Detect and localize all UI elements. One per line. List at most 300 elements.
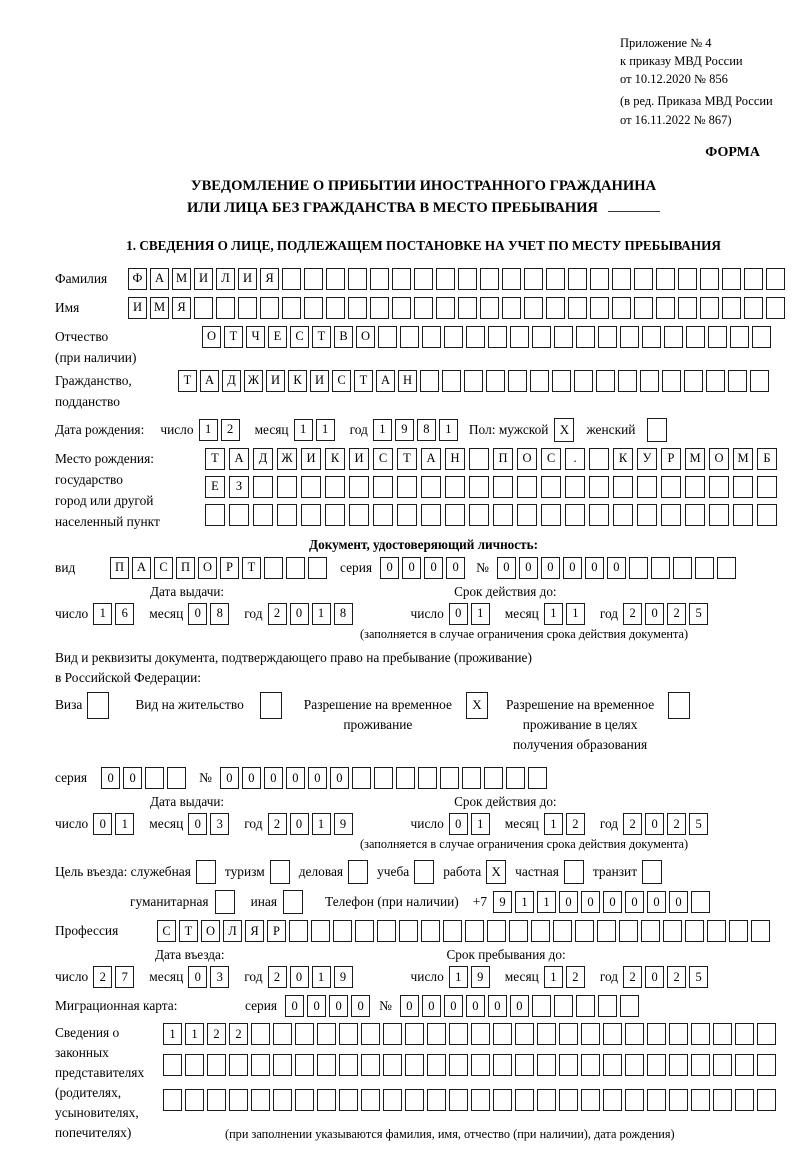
char-box[interactable]: О [709,448,729,470]
char-box[interactable] [515,1089,534,1111]
char-box[interactable]: С [373,448,393,470]
char-box[interactable] [581,1023,600,1045]
month-digit-box[interactable]: 0 [188,603,207,625]
char-box[interactable] [469,448,489,470]
char-box[interactable]: Т [312,326,331,348]
char-box[interactable]: А [229,448,249,470]
char-box[interactable] [728,370,747,392]
char-box[interactable] [487,920,506,942]
year-digit-box[interactable]: 8 [417,419,436,441]
char-box[interactable]: П [493,448,513,470]
char-box[interactable] [537,1054,556,1076]
year-digit-box[interactable]: 1 [439,419,458,441]
char-box[interactable] [301,476,321,498]
char-box[interactable] [574,370,593,392]
day-digit-box[interactable]: 1 [471,603,490,625]
char-box[interactable] [264,557,283,579]
char-box[interactable]: А [376,370,395,392]
char-box[interactable] [733,504,753,526]
char-box[interactable]: 0 [519,557,538,579]
char-box[interactable] [546,297,565,319]
char-box[interactable]: 0 [380,557,399,579]
char-box[interactable]: 0 [402,557,421,579]
char-box[interactable]: М [685,448,705,470]
char-box[interactable]: 0 [308,767,327,789]
char-box[interactable] [700,268,719,290]
char-box[interactable] [685,504,705,526]
char-box[interactable] [637,504,657,526]
temp-residence-checkbox[interactable]: X [466,692,488,719]
day-digit-box[interactable]: 7 [115,966,134,988]
year-digit-box[interactable]: 0 [645,813,664,835]
char-box[interactable] [750,370,769,392]
char-box[interactable] [163,1054,182,1076]
char-box[interactable] [691,1054,710,1076]
month-digit-box[interactable]: 0 [188,813,207,835]
day-digit-box[interactable]: 1 [449,966,468,988]
tourism-checkbox[interactable] [270,860,290,884]
char-box[interactable] [374,767,393,789]
day-digit-box[interactable]: 1 [93,603,112,625]
char-box[interactable] [568,268,587,290]
char-box[interactable]: 0 [559,891,578,913]
other-checkbox[interactable] [283,890,303,914]
char-box[interactable] [597,920,616,942]
char-box[interactable]: 0 [669,891,688,913]
char-box[interactable]: А [421,448,441,470]
month-digit-box[interactable]: 8 [210,603,229,625]
year-digit-box[interactable]: 5 [689,813,708,835]
char-box[interactable] [326,297,345,319]
char-box[interactable] [469,476,489,498]
char-box[interactable] [383,1054,402,1076]
char-box[interactable] [528,767,547,789]
char-box[interactable]: 0 [400,995,419,1017]
char-box[interactable] [708,326,727,348]
char-box[interactable] [480,268,499,290]
char-box[interactable]: Я [260,268,279,290]
char-box[interactable] [493,1089,512,1111]
char-box[interactable] [531,920,550,942]
day-digit-box[interactable]: 0 [449,603,468,625]
char-box[interactable] [229,1089,248,1111]
char-box[interactable] [348,297,367,319]
char-box[interactable]: 2 [207,1023,226,1045]
char-box[interactable] [678,268,697,290]
char-box[interactable] [396,767,415,789]
char-box[interactable]: 0 [123,767,142,789]
char-box[interactable] [700,297,719,319]
char-box[interactable] [707,920,726,942]
char-box[interactable]: Т [224,326,243,348]
char-box[interactable]: П [110,557,129,579]
sex-male-checkbox[interactable]: X [554,418,574,442]
month-digit-box[interactable]: 1 [294,419,313,441]
char-box[interactable] [590,268,609,290]
char-box[interactable] [618,370,637,392]
char-box[interactable] [706,370,725,392]
study-checkbox[interactable] [414,860,434,884]
year-digit-box[interactable]: 0 [290,813,309,835]
char-box[interactable]: 0 [286,767,305,789]
char-box[interactable] [301,504,321,526]
char-box[interactable]: Л [223,920,242,942]
char-box[interactable] [620,326,639,348]
char-box[interactable]: Т [354,370,373,392]
char-box[interactable] [722,268,741,290]
char-box[interactable] [766,268,785,290]
char-box[interactable]: С [154,557,173,579]
char-box[interactable] [458,297,477,319]
char-box[interactable] [464,370,483,392]
char-box[interactable] [325,504,345,526]
char-box[interactable] [317,1054,336,1076]
char-box[interactable] [709,476,729,498]
char-box[interactable] [348,268,367,290]
char-box[interactable] [640,370,659,392]
char-box[interactable] [625,1023,644,1045]
char-box[interactable] [421,920,440,942]
char-box[interactable] [484,767,503,789]
year-digit-box[interactable]: 2 [268,603,287,625]
char-box[interactable]: А [200,370,219,392]
char-box[interactable] [277,476,297,498]
char-box[interactable] [469,504,489,526]
char-box[interactable] [405,1089,424,1111]
char-box[interactable] [422,326,441,348]
char-box[interactable]: Ж [277,448,297,470]
char-box[interactable]: Т [242,557,261,579]
char-box[interactable] [339,1023,358,1045]
char-box[interactable] [691,1089,710,1111]
char-box[interactable]: М [733,448,753,470]
char-box[interactable]: Р [220,557,239,579]
year-digit-box[interactable]: 2 [623,813,642,835]
char-box[interactable]: О [201,920,220,942]
char-box[interactable]: И [266,370,285,392]
char-box[interactable] [361,1023,380,1045]
char-box[interactable] [517,476,537,498]
char-box[interactable] [730,326,749,348]
char-box[interactable] [471,1023,490,1045]
year-digit-box[interactable]: 1 [312,966,331,988]
char-box[interactable] [251,1089,270,1111]
char-box[interactable] [273,1023,292,1045]
char-box[interactable] [722,297,741,319]
char-box[interactable]: Я [245,920,264,942]
month-digit-box[interactable]: 2 [566,813,585,835]
char-box[interactable]: И [238,268,257,290]
char-box[interactable] [554,995,573,1017]
char-box[interactable]: Д [253,448,273,470]
char-box[interactable] [361,1089,380,1111]
char-box[interactable]: О [517,448,537,470]
char-box[interactable] [486,370,505,392]
char-box[interactable] [471,1054,490,1076]
char-box[interactable]: Т [205,448,225,470]
char-box[interactable]: 0 [563,557,582,579]
char-box[interactable] [295,1089,314,1111]
char-box[interactable] [552,370,571,392]
char-box[interactable] [691,1023,710,1045]
char-box[interactable] [669,1023,688,1045]
char-box[interactable] [546,268,565,290]
char-box[interactable]: И [301,448,321,470]
char-box[interactable]: И [349,448,369,470]
char-box[interactable] [207,1089,226,1111]
char-box[interactable]: 0 [351,995,370,1017]
residence-permit-checkbox[interactable] [260,692,282,719]
char-box[interactable]: Ф [128,268,147,290]
char-box[interactable]: П [176,557,195,579]
year-digit-box[interactable]: 2 [623,966,642,988]
char-box[interactable]: Н [398,370,417,392]
month-digit-box[interactable]: 0 [188,966,207,988]
char-box[interactable] [216,297,235,319]
year-digit-box[interactable]: 9 [334,813,353,835]
char-box[interactable] [194,297,213,319]
char-box[interactable] [613,504,633,526]
char-box[interactable] [352,767,371,789]
char-box[interactable] [185,1089,204,1111]
char-box[interactable] [589,476,609,498]
char-box[interactable] [559,1023,578,1045]
char-box[interactable] [308,557,327,579]
char-box[interactable] [185,1054,204,1076]
char-box[interactable] [440,767,459,789]
char-box[interactable] [282,297,301,319]
char-box[interactable]: И [310,370,329,392]
char-box[interactable] [752,326,771,348]
char-box[interactable] [317,1023,336,1045]
char-box[interactable] [685,920,704,942]
char-box[interactable] [510,326,529,348]
char-box[interactable] [317,1089,336,1111]
year-digit-box[interactable]: 2 [268,813,287,835]
char-box[interactable] [709,504,729,526]
purpose-official-checkbox[interactable] [196,860,216,884]
char-box[interactable]: С [157,920,176,942]
char-box[interactable] [436,297,455,319]
char-box[interactable] [349,476,369,498]
char-box[interactable] [735,1054,754,1076]
char-box[interactable] [647,1054,666,1076]
char-box[interactable]: 0 [422,995,441,1017]
char-box[interactable] [488,326,507,348]
char-box[interactable]: 1 [537,891,556,913]
char-box[interactable] [449,1054,468,1076]
char-box[interactable]: К [288,370,307,392]
char-box[interactable]: 1 [163,1023,182,1045]
sex-female-checkbox[interactable] [647,418,667,442]
char-box[interactable] [289,920,308,942]
char-box[interactable]: . [565,448,585,470]
char-box[interactable]: М [172,268,191,290]
char-box[interactable] [757,476,777,498]
char-box[interactable]: И [128,297,147,319]
char-box[interactable] [733,476,753,498]
char-box[interactable] [295,1023,314,1045]
char-box[interactable] [502,297,521,319]
char-box[interactable] [399,920,418,942]
char-box[interactable]: 0 [607,557,626,579]
year-digit-box[interactable]: 2 [667,966,686,988]
char-box[interactable] [260,297,279,319]
char-box[interactable] [664,326,683,348]
char-box[interactable] [462,767,481,789]
day-digit-box[interactable]: 1 [115,813,134,835]
char-box[interactable] [596,370,615,392]
year-digit-box[interactable]: 0 [645,966,664,988]
char-box[interactable] [576,326,595,348]
char-box[interactable] [757,1089,776,1111]
char-box[interactable] [656,268,675,290]
day-digit-box[interactable]: 6 [115,603,134,625]
char-box[interactable] [167,767,186,789]
char-box[interactable]: Л [216,268,235,290]
char-box[interactable] [673,557,692,579]
char-box[interactable] [589,448,609,470]
year-digit-box[interactable]: 5 [689,966,708,988]
char-box[interactable]: Ж [244,370,263,392]
day-digit-box[interactable]: 0 [449,813,468,835]
char-box[interactable]: 0 [444,995,463,1017]
char-box[interactable] [229,1054,248,1076]
char-box[interactable]: А [150,268,169,290]
char-box[interactable]: 1 [185,1023,204,1045]
char-box[interactable] [530,370,549,392]
char-box[interactable] [339,1054,358,1076]
transit-checkbox[interactable] [642,860,662,884]
business-checkbox[interactable] [348,860,368,884]
char-box[interactable] [445,476,465,498]
char-box[interactable] [277,504,297,526]
char-box[interactable]: М [150,297,169,319]
char-box[interactable] [251,1023,270,1045]
char-box[interactable]: 2 [229,1023,248,1045]
char-box[interactable] [735,1089,754,1111]
char-box[interactable] [757,504,777,526]
char-box[interactable] [590,297,609,319]
day-digit-box[interactable]: 1 [471,813,490,835]
year-digit-box[interactable]: 1 [312,603,331,625]
char-box[interactable] [392,268,411,290]
char-box[interactable] [612,268,631,290]
char-box[interactable]: С [541,448,561,470]
char-box[interactable] [515,1054,534,1076]
char-box[interactable] [766,297,785,319]
char-box[interactable] [565,504,585,526]
char-box[interactable]: А [132,557,151,579]
char-box[interactable]: Я [172,297,191,319]
char-box[interactable] [508,370,527,392]
char-box[interactable] [207,1054,226,1076]
year-digit-box[interactable]: 2 [268,966,287,988]
char-box[interactable] [273,1089,292,1111]
char-box[interactable] [684,370,703,392]
char-box[interactable] [532,995,551,1017]
char-box[interactable] [589,504,609,526]
char-box[interactable] [598,995,617,1017]
char-box[interactable]: С [332,370,351,392]
char-box[interactable] [634,268,653,290]
char-box[interactable] [295,1054,314,1076]
char-box[interactable] [392,297,411,319]
char-box[interactable] [443,920,462,942]
char-box[interactable] [641,920,660,942]
char-box[interactable]: С [290,326,309,348]
char-box[interactable] [620,995,639,1017]
char-box[interactable] [642,326,661,348]
char-box[interactable] [603,1054,622,1076]
char-box[interactable] [613,476,633,498]
char-box[interactable]: 0 [488,995,507,1017]
char-box[interactable] [559,1089,578,1111]
day-digit-box[interactable]: 0 [93,813,112,835]
char-box[interactable] [355,920,374,942]
year-digit-box[interactable]: 0 [290,603,309,625]
char-box[interactable] [509,920,528,942]
char-box[interactable] [661,476,681,498]
char-box[interactable] [373,504,393,526]
char-box[interactable] [576,995,595,1017]
month-digit-box[interactable]: 1 [544,603,563,625]
char-box[interactable] [420,370,439,392]
char-box[interactable] [339,1089,358,1111]
char-box[interactable] [713,1023,732,1045]
year-digit-box[interactable]: 2 [667,603,686,625]
char-box[interactable] [651,557,670,579]
char-box[interactable]: З [229,476,249,498]
char-box[interactable] [421,504,441,526]
char-box[interactable] [686,326,705,348]
char-box[interactable] [517,504,537,526]
char-box[interactable]: 0 [466,995,485,1017]
char-box[interactable] [506,767,525,789]
char-box[interactable] [427,1023,446,1045]
char-box[interactable]: 0 [307,995,326,1017]
char-box[interactable] [663,920,682,942]
char-box[interactable] [361,1054,380,1076]
char-box[interactable] [625,1054,644,1076]
char-box[interactable] [629,557,648,579]
char-box[interactable]: 0 [603,891,622,913]
char-box[interactable] [253,476,273,498]
char-box[interactable]: Т [397,448,417,470]
year-digit-box[interactable]: 0 [645,603,664,625]
char-box[interactable] [436,268,455,290]
char-box[interactable] [282,268,301,290]
char-box[interactable] [502,268,521,290]
char-box[interactable] [647,1023,666,1045]
char-box[interactable] [421,476,441,498]
char-box[interactable] [532,326,551,348]
char-box[interactable] [568,297,587,319]
char-box[interactable]: 0 [585,557,604,579]
char-box[interactable] [373,476,393,498]
day-digit-box[interactable]: 2 [221,419,240,441]
char-box[interactable] [661,504,681,526]
char-box[interactable]: К [325,448,345,470]
char-box[interactable] [444,326,463,348]
char-box[interactable] [598,326,617,348]
char-box[interactable] [238,297,257,319]
char-box[interactable] [480,297,499,319]
char-box[interactable] [757,1023,776,1045]
char-box[interactable] [637,476,657,498]
char-box[interactable]: 0 [242,767,261,789]
char-box[interactable] [378,326,397,348]
